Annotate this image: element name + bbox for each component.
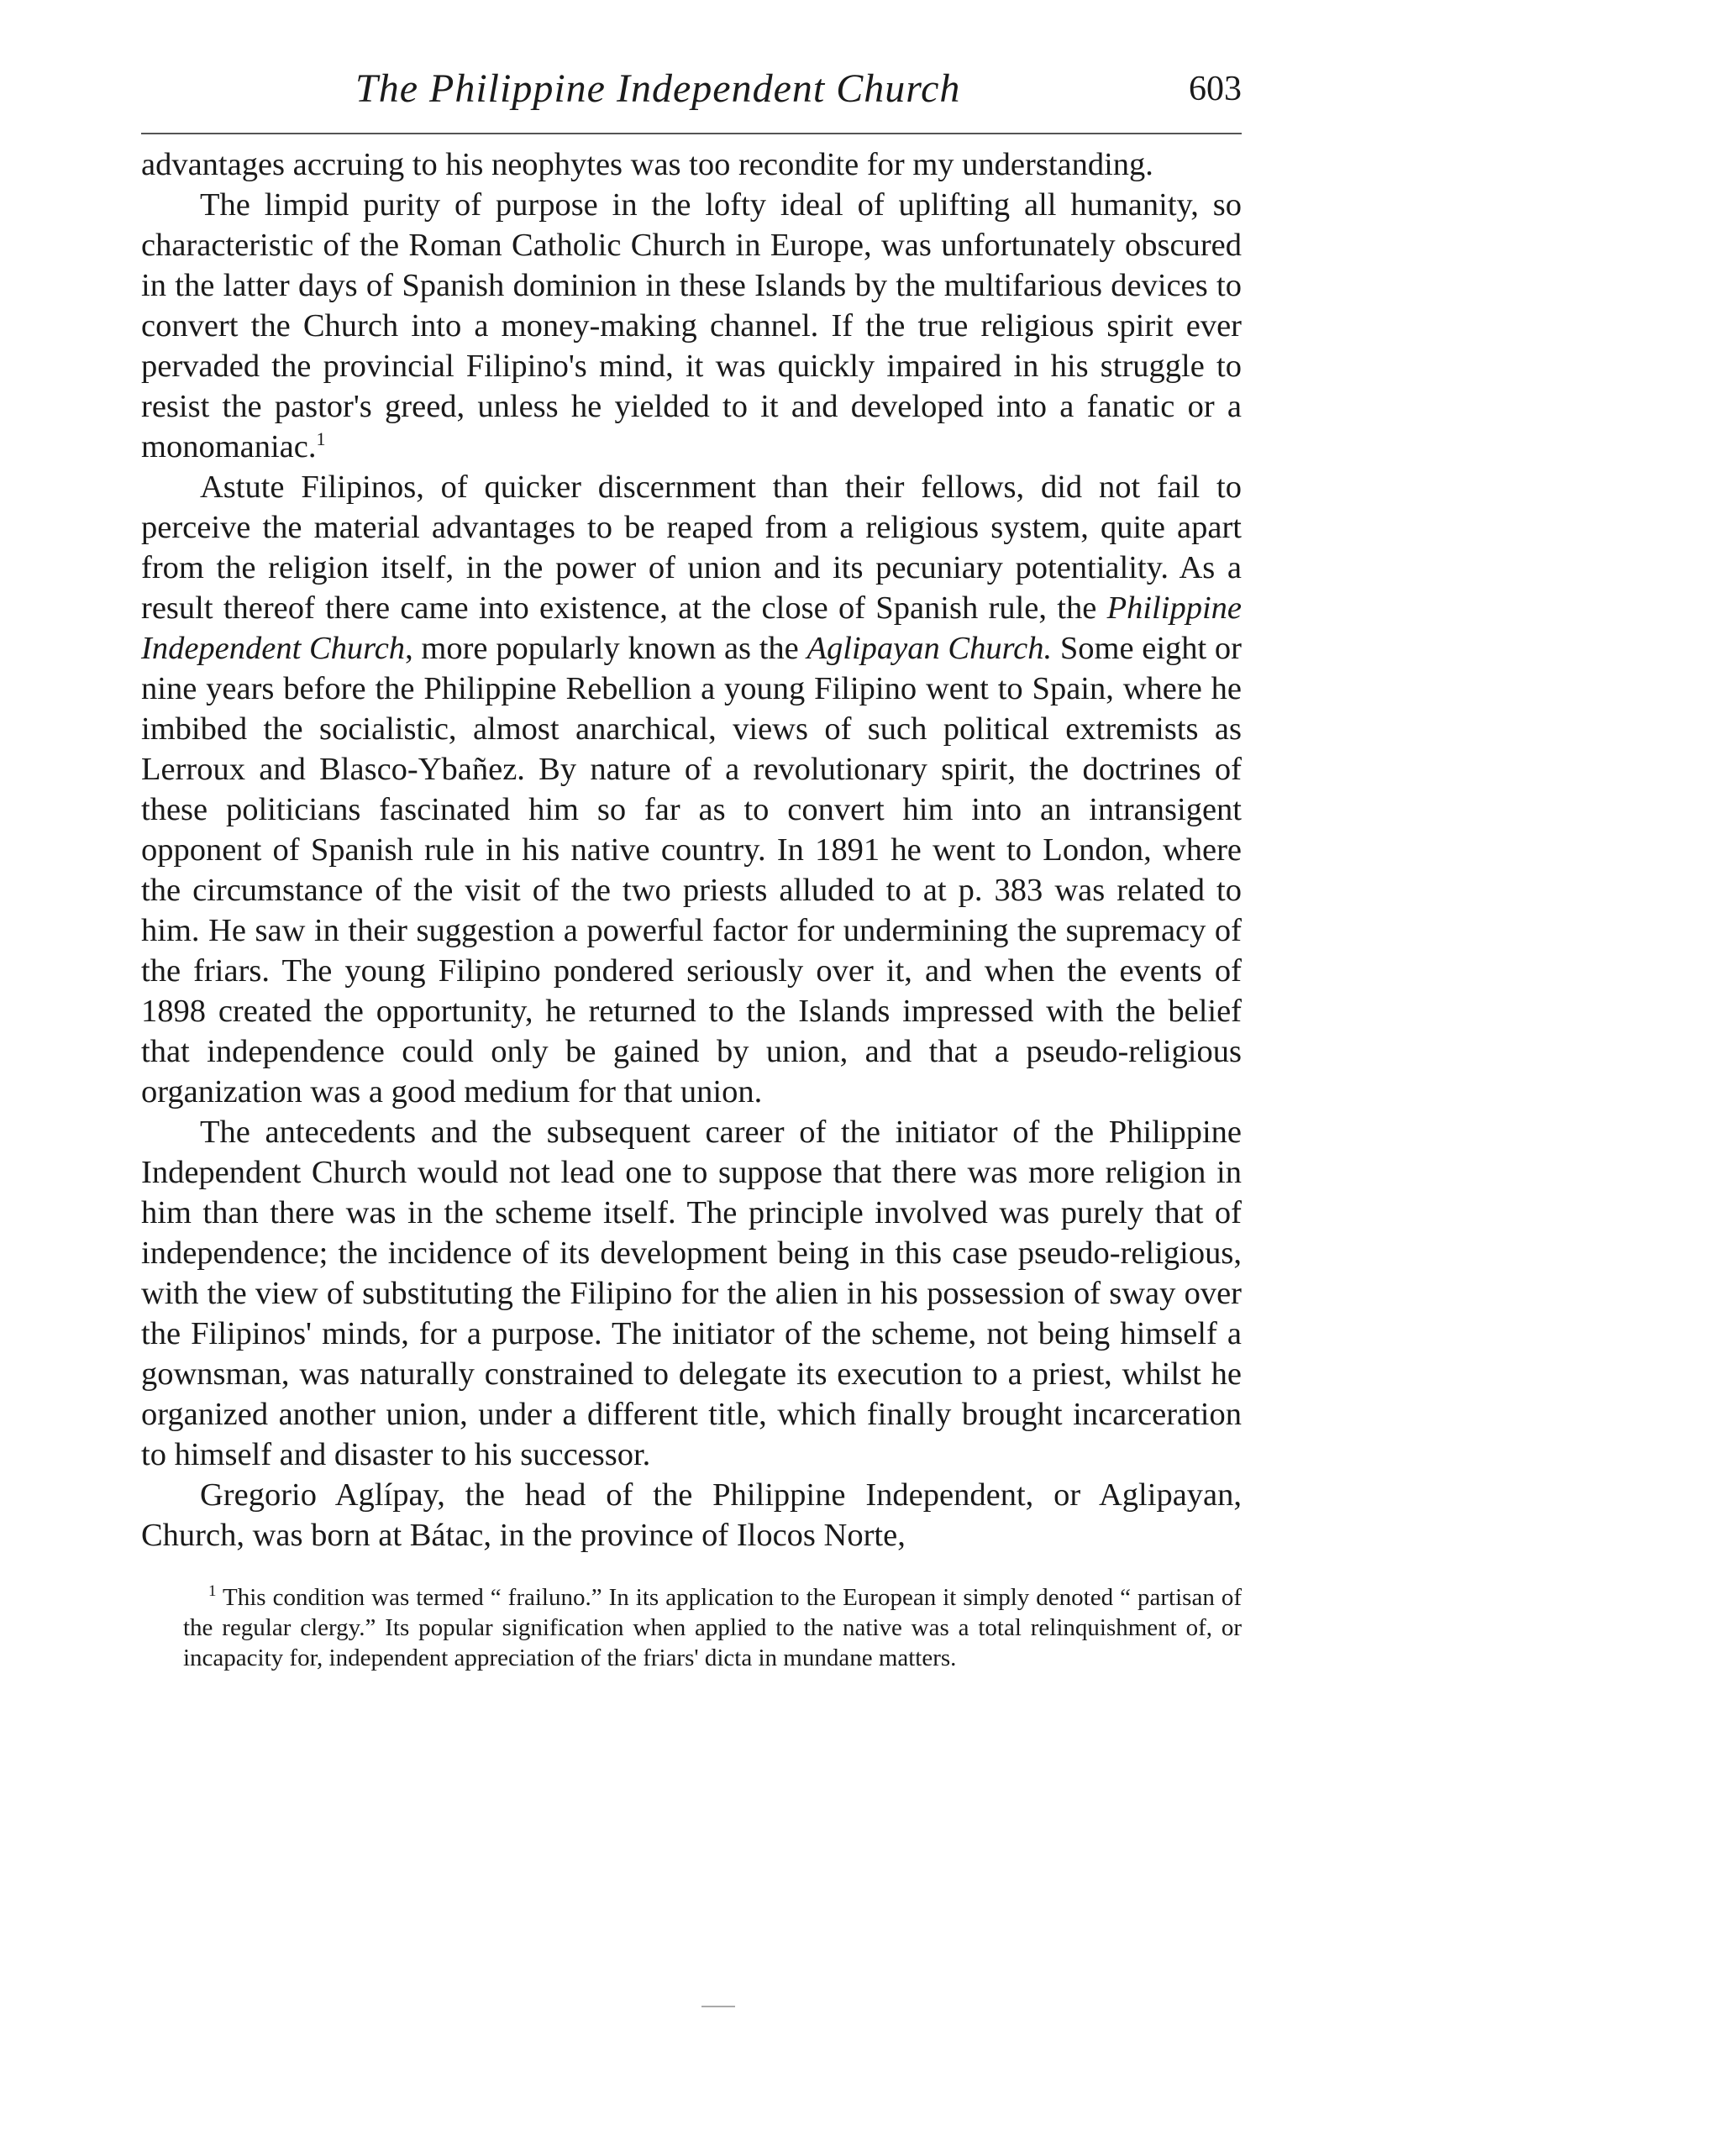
body-text xyxy=(141,144,1242,1555)
paragraph-4-text: The antecedents and the subsequent career of the initiator of the Philippine Independent Church would not lead one to suppose that there was more religion in him than there was in the scheme itself. The principle involved was purely that of independence; the incidence of its development being in this case pseudo-religious, with the view of substituting the Filipino for the alien in his possession of sway over the Filipinos' minds, for a purpose. The initiator of the scheme, not being himself a gownsman, was naturally constrained to delegate its execution to a priest, whilst he organized another union, under a different title, which finally brought incarceration to himself and disaster to his successor. xyxy=(141,1115,1242,1472)
paragraph-3 xyxy=(141,467,1242,1112)
church-name-italic: Philippine Independent Church xyxy=(141,590,1242,666)
bottom-mark xyxy=(701,2006,735,2007)
paragraph-3-text-a: Astute Filipinos, of quicker discernment than their fellows, did not fail to perceive the material advantages to be reaped from a religious system, quite apart from the religion itself, in the power of union and its pecuniary potentiality. As a result thereof there came into existence, at the close of Spanish rule, the xyxy=(141,469,1242,626)
paragraph-5 xyxy=(141,1475,1242,1555)
paragraph-2 xyxy=(141,185,1242,467)
paragraph-1 xyxy=(141,144,1242,185)
footnote-1 xyxy=(183,1582,1242,1673)
footnote-mark: 1 xyxy=(208,1582,217,1600)
paragraph-3-text-b: , more popularly known as the xyxy=(405,631,807,666)
paragraph-3-text-c: Some eight or nine years before the Philippine Rebellion a young Filipino went to Spain, where he imbibed the socialistic, almost anarchical, views of such political extremists as Lerroux and Blasco-Ybañez. By nature of a revolutionary spirit, the doctrines of these politicians fascinated him so far as to convert him into an intransigent opponent of Spanish rule in his native country. In 1891 he went to London, where the circumstance of the visit of the two priests alluded to at p. 383 was related to him. He saw in their suggestion a powerful factor for undermining the supremacy of the friars. The young Filipino pondered seriously over it, and when the events of 1898 created the opportunity, he returned to the Islands impressed with the belief that independence could only be gained by union, and that a pseudo-religious organization was a good medium for that union. xyxy=(141,631,1242,1109)
paragraph-2-text: The limpid purity of purpose in the lofty ideal of uplifting all humanity, so characteristic of the Roman Catholic Church in Europe, was unfortunately obscured in the latter days of Spanish dominion in these Islands by the multifarious devices to convert the Church into a money-making channel. If the true religious spirit ever pervaded the provincial Filipino's mind, it was quickly impaired in his struggle to resist the pastor's greed, unless he yielded to it and developed into a fanatic or a monomaniac. xyxy=(141,187,1242,464)
running-head xyxy=(141,66,1242,126)
page-number: 603 xyxy=(1189,70,1242,108)
paragraph-5-text: Gregorio Aglípay, the head of the Philippine Independent, or Aglipayan, Church, was born at Bátac, in the province of Ilocos Norte, xyxy=(141,1477,1242,1553)
footnote-reference: 1 xyxy=(316,428,326,449)
paragraph-4 xyxy=(141,1112,1242,1475)
header-rule xyxy=(141,133,1242,134)
footnotes xyxy=(183,1582,1242,1673)
footnote-text: This condition was termed “ frailuno.” In its application to the European it simply denoted “ partisan of the regular clergy.” Its popular signification when applied to the native was a total relinquishment of, or incapacity for, independent appreciation of the friars' dicta in mundane matters. xyxy=(183,1584,1242,1671)
aglipayan-name-italic: Aglipayan Church. xyxy=(806,631,1053,666)
paragraph-1-text: advantages accruing to his neophytes was too recondite for my understanding. xyxy=(141,147,1153,182)
running-title: The Philippine Independent Church xyxy=(355,66,961,111)
